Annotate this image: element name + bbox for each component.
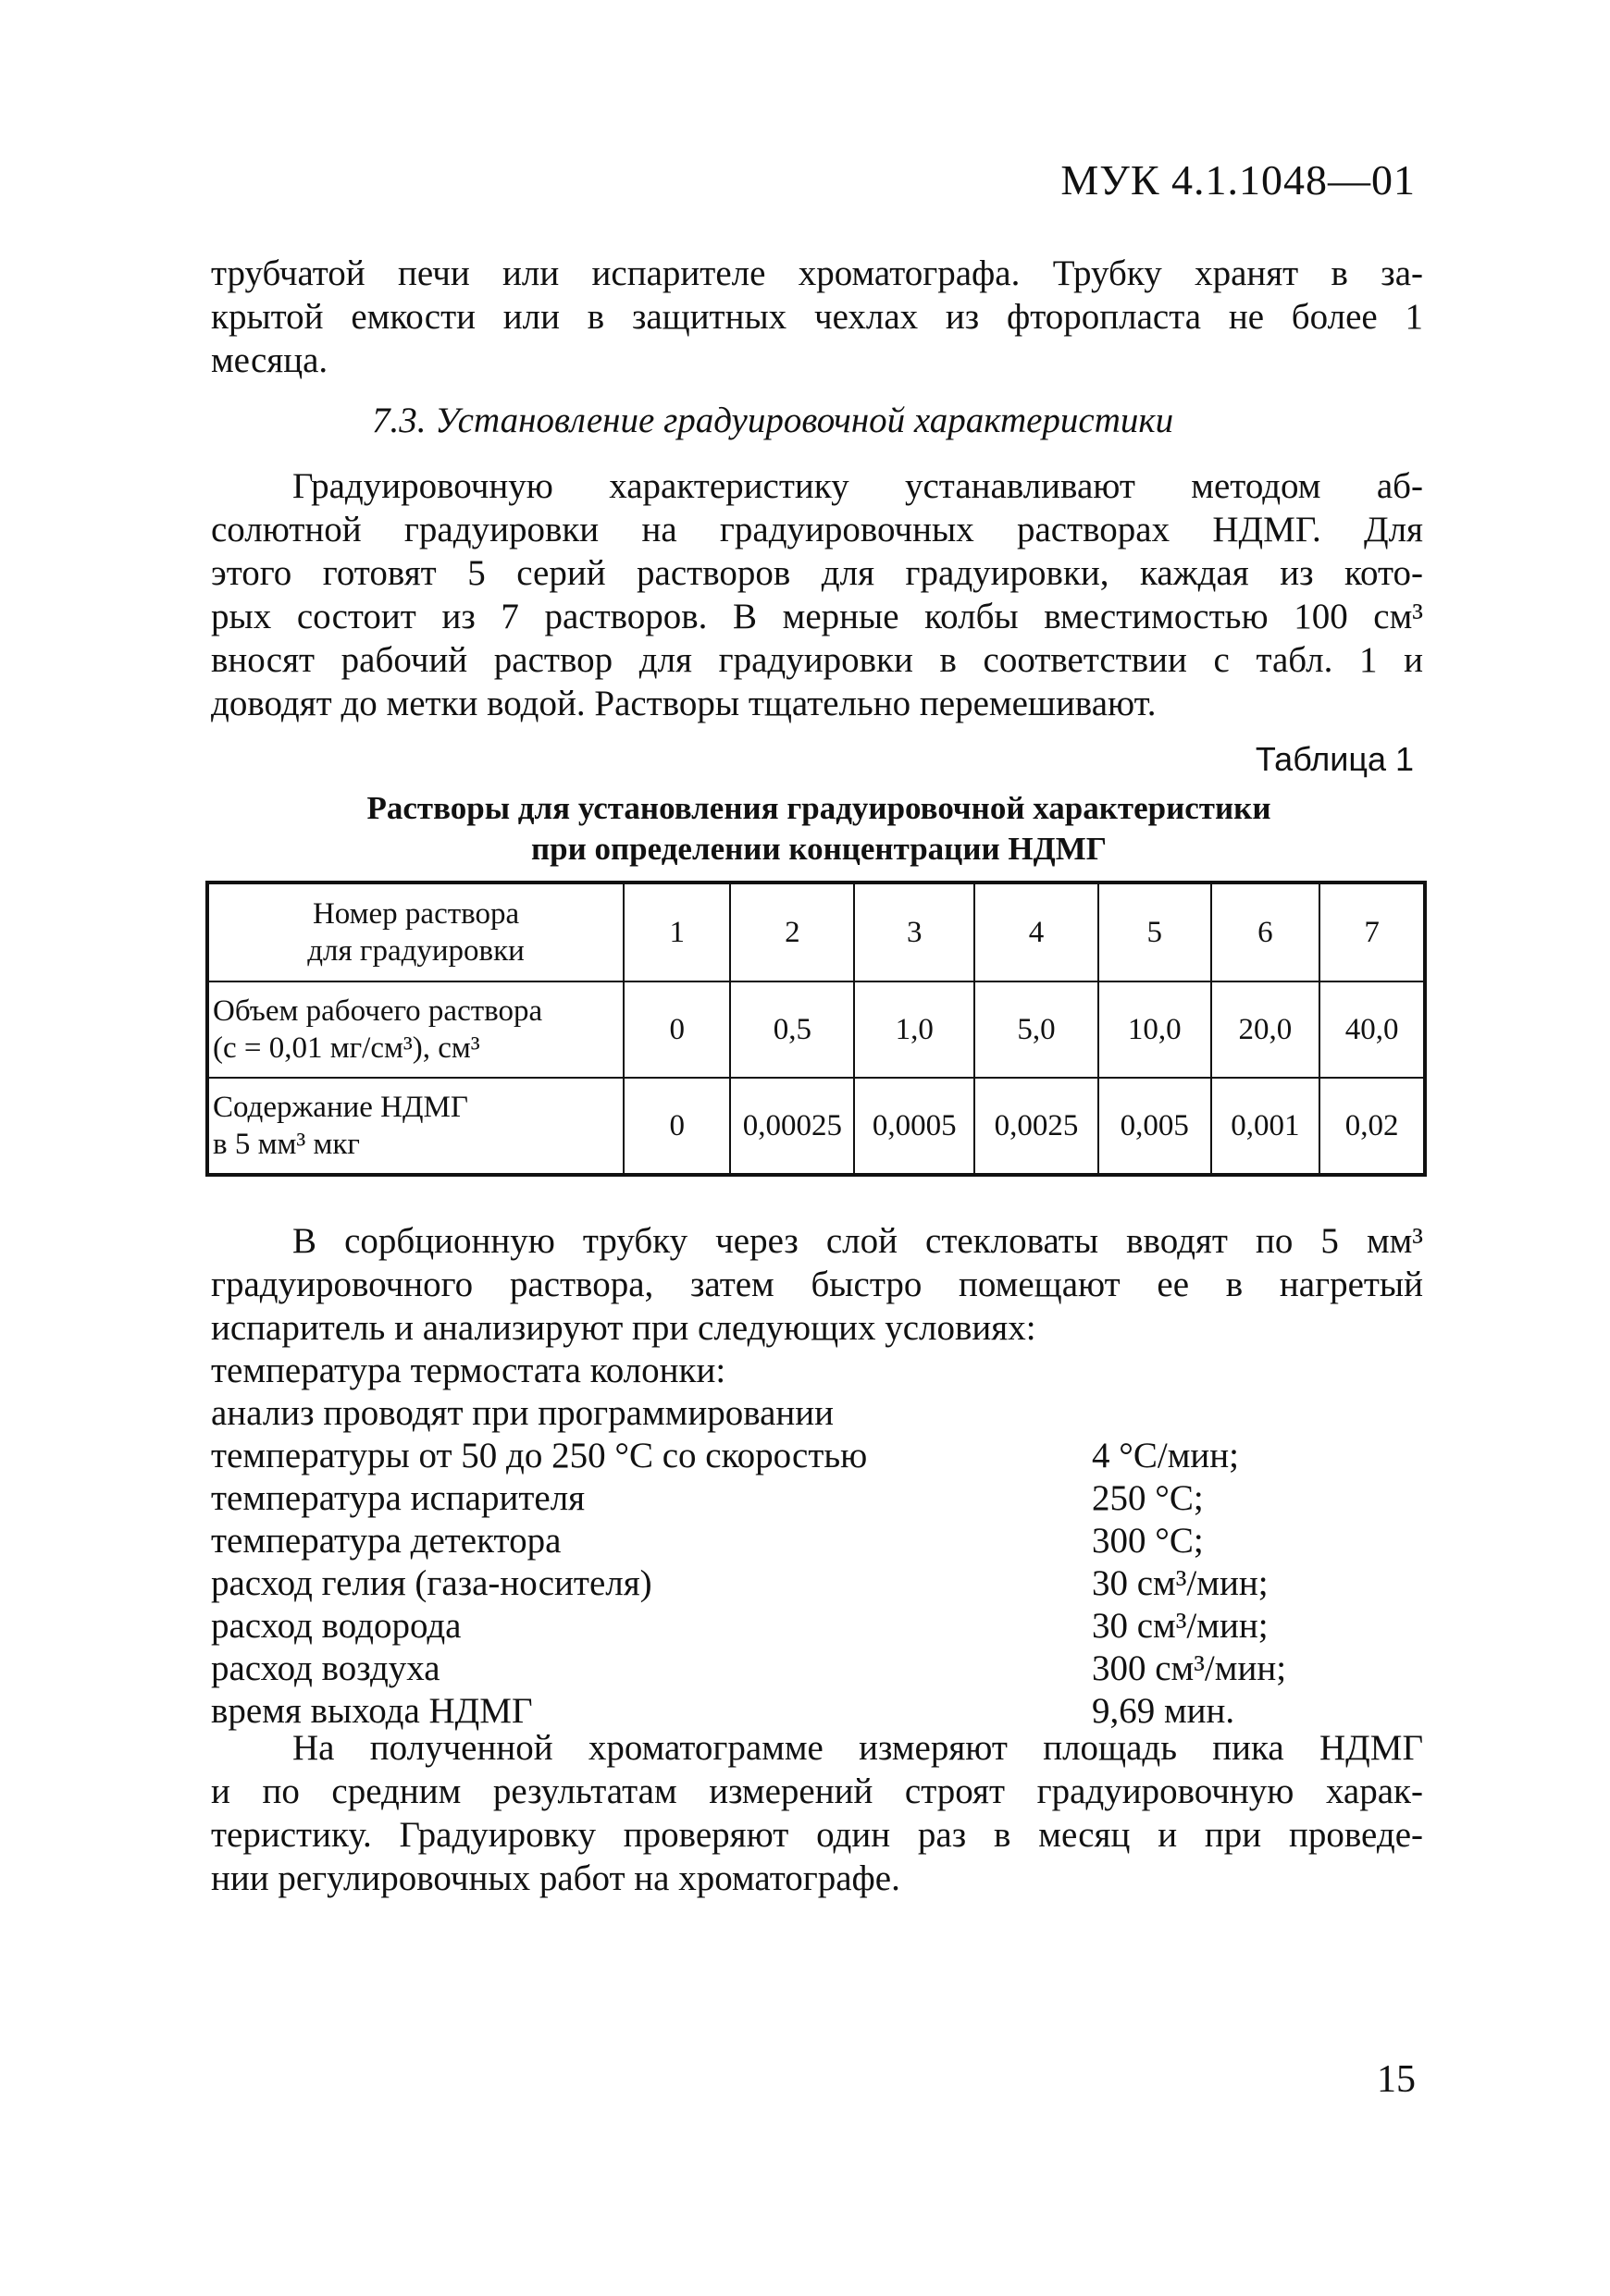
condition-value: 9,69 мин. (1092, 1691, 1235, 1731)
condition-label: температура термостата колонки: (211, 1351, 726, 1390)
condition-row (211, 1350, 1423, 1392)
condition-row (211, 1605, 1423, 1648)
table-cell: 5 (1098, 883, 1211, 981)
condition-row (211, 1648, 1423, 1690)
condition-value: 30 см³/мин; (1092, 1563, 1269, 1603)
paragraph-chromatogram (211, 1726, 1423, 1900)
condition-value: 30 см³/мин; (1092, 1606, 1269, 1646)
text-line: На полученной хроматограмме измеряют площадь пика НДМГ (292, 1728, 1423, 1768)
table-cell: 4 (974, 883, 1098, 981)
table-title (213, 788, 1425, 870)
table-cell: 40,0 (1319, 981, 1425, 1078)
condition-row (211, 1435, 1423, 1477)
table-cell: 0 (624, 1078, 730, 1175)
table-row (207, 883, 1425, 981)
condition-row (211, 1562, 1423, 1605)
text-line: В сорбционную трубку через слой стекловаты вводят по 5 мм³ (292, 1221, 1423, 1261)
table-row (207, 981, 1425, 1078)
cell-text: Содержание НДМГ (213, 1091, 468, 1124)
paragraph-procedure (211, 1219, 1423, 1350)
cell-text: (с = 0,01 мг/см³), см³ (213, 1031, 480, 1065)
condition-row (211, 1392, 1423, 1435)
table-cell: 0,00025 (730, 1078, 854, 1175)
paragraph-calibration (211, 464, 1423, 725)
text-line: испаритель и анализируют при следующих условиях: (211, 1308, 1036, 1348)
text-line: доводят до метки водой. Растворы тщательно перемешивают. (211, 684, 1157, 723)
text-line: солютной градуировки на градуировочных растворах НДМГ. Для (211, 510, 1423, 549)
table-cell: 2 (730, 883, 854, 981)
condition-label: расход воздуха (211, 1648, 440, 1688)
table-cell: 0,02 (1319, 1078, 1425, 1175)
text-line: нии регулировочных работ на хроматографе. (211, 1858, 900, 1898)
cell-text: Объем рабочего раствора (213, 994, 543, 1028)
document-code: МУК 4.1.1048—01 (1060, 156, 1416, 204)
table-cell: 0,0005 (854, 1078, 974, 1175)
condition-value: 300 см³/мин; (1092, 1648, 1287, 1688)
text-line: месяца. (211, 340, 328, 380)
table-cell: 0,005 (1098, 1078, 1211, 1175)
condition-label: температура детектора (211, 1521, 562, 1561)
condition-row (211, 1477, 1423, 1520)
table-cell: 3 (854, 883, 974, 981)
paragraph-storage (211, 252, 1423, 382)
table-row (207, 1078, 1425, 1175)
table-cell: 0,001 (1211, 1078, 1320, 1175)
text-line: теристику. Градуировку проверяют один раз в месяц и при проведе- (211, 1815, 1423, 1855)
table-cell: 1,0 (854, 981, 974, 1078)
text-line: рых состоит из 7 растворов. В мерные колбы вместимостью 100 см³ (211, 597, 1423, 636)
text-line: этого готовят 5 серий растворов для градуировки, каждая из кото- (211, 553, 1423, 593)
condition-value: 250 °С; (1092, 1478, 1204, 1518)
table-title-line: при определении концентрации НДМГ (530, 831, 1108, 867)
row-header-cell (207, 1078, 624, 1175)
text-line: трубчатой печи или испарителе хроматографа. Трубку хранят в за- (211, 253, 1423, 293)
table-label: Таблица 1 (1255, 740, 1414, 778)
condition-label: анализ проводят при программировании (211, 1393, 835, 1433)
text-line: крытой емкости или в защитных чехлах из фторопласта не более 1 (211, 297, 1423, 337)
text-line: Градуировочную характеристику устанавливают методом аб- (292, 466, 1423, 506)
table-cell: 6 (1211, 883, 1320, 981)
table-cell: 7 (1319, 883, 1425, 981)
text-line: вносят рабочий раствор для градуировки в соответствии с табл. 1 и (211, 640, 1423, 680)
condition-label: температуры от 50 до 250 °С со скоростью (211, 1436, 868, 1475)
text-line: и по средним результатам измерений строят градуировочную харак- (211, 1771, 1423, 1811)
table-cell: 20,0 (1211, 981, 1320, 1078)
cell-text: Номер раствора (312, 897, 520, 931)
condition-label: время выхода НДМГ (211, 1691, 533, 1731)
table-cell: 5,0 (974, 981, 1098, 1078)
table-cell: 0,0025 (974, 1078, 1098, 1175)
text-line: градуировочного раствора, затем быстро помещают ее в нагретый (211, 1265, 1423, 1304)
table-cell: 10,0 (1098, 981, 1211, 1078)
page-number: 15 (1377, 2058, 1416, 2101)
table-cell: 0 (624, 981, 730, 1078)
table-cell: 1 (624, 883, 730, 981)
table-cell: 0,5 (730, 981, 854, 1078)
condition-row (211, 1520, 1423, 1562)
cell-text: в 5 мм³ мкг (213, 1128, 360, 1161)
row-header-cell (207, 981, 624, 1078)
condition-label: расход водорода (211, 1606, 462, 1646)
analysis-conditions (211, 1350, 1423, 1733)
calibration-table (205, 881, 1427, 1177)
section-heading: 7.3. Установление градуировочной характеристики (372, 401, 1174, 440)
table-title-line: Растворы для установления градуировочной характеристики (366, 790, 1271, 826)
condition-value: 300 °С; (1092, 1521, 1204, 1561)
condition-value: 4 °С/мин; (1092, 1436, 1239, 1475)
cell-text: для градуировки (307, 934, 525, 968)
condition-label: температура испарителя (211, 1478, 586, 1518)
condition-label: расход гелия (газа-носителя) (211, 1563, 652, 1603)
row-header-cell (207, 883, 624, 981)
